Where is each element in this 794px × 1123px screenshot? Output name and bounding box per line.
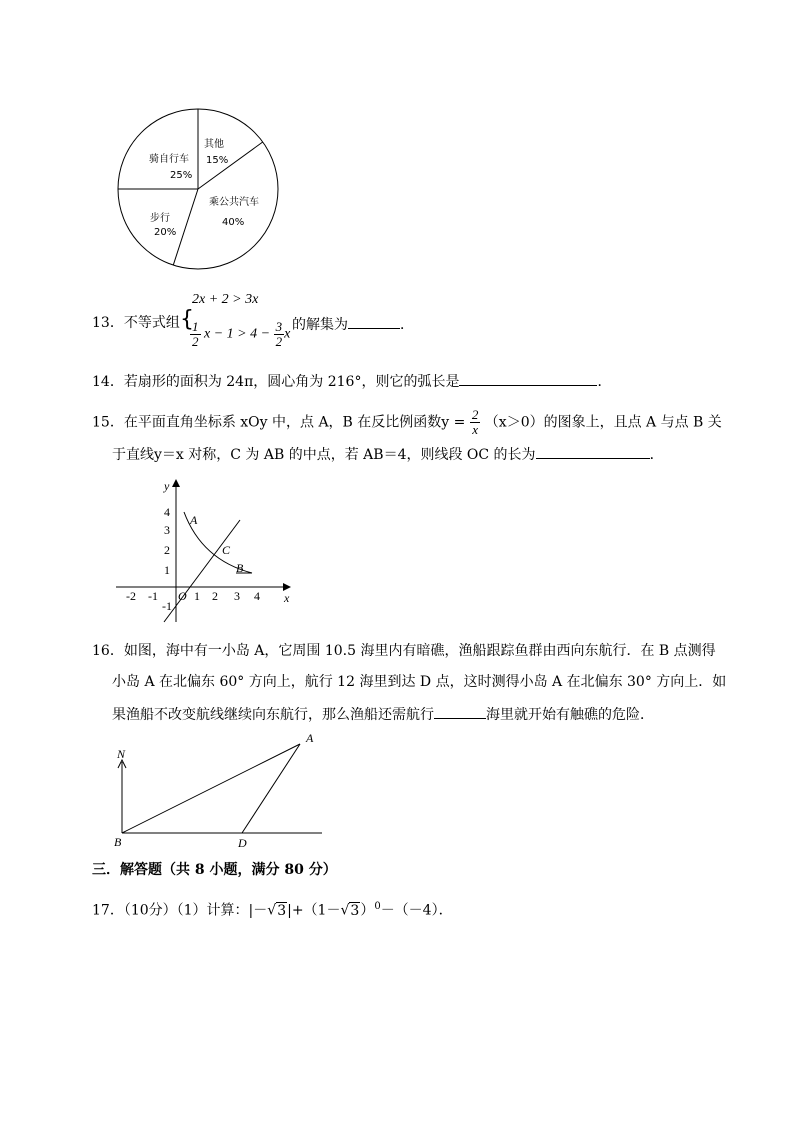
q14-blank[interactable] (459, 371, 597, 386)
q17-root2: 3 (350, 902, 360, 919)
pie-label-walk: 步行 (150, 213, 170, 224)
q15-line1-a: 15．在平面直角坐标系 xOy 中，点 A，B 在反比例函数y = (92, 414, 466, 431)
q16-line2: 小岛 A 在北偏东 60° 方向上，航行 12 海里到达 D 点，这时测得小岛 A 在北偏东 30° 方向上．如 (112, 674, 727, 690)
q17-part-c: ） (360, 902, 375, 919)
q15-blank[interactable] (536, 444, 650, 459)
x-tick-4: 4 (254, 589, 260, 603)
y-tick-4: 4 (164, 505, 170, 519)
question-15-line1 (92, 408, 722, 437)
origin-label: O (178, 589, 187, 603)
y-axis-label: y (164, 479, 170, 493)
q13-ineq1: 2x + 2 > 3x (192, 292, 259, 307)
q16-line1: 16．如图，海中有一小岛 A，它周围 10.5 海里内有暗礁，渔船跟踪鱼群由西向东航行．在 B 点测得 (92, 643, 716, 659)
q15-end: ． (649, 447, 664, 463)
q14-end: ． (597, 374, 612, 390)
q13-ineq2-b: x (284, 326, 291, 342)
coordinate-graph (112, 474, 302, 624)
pie-pct-bike: 25% (170, 170, 193, 181)
x-tick-neg1: -1 (148, 589, 158, 603)
question-16-line1 (92, 642, 716, 660)
line-da (242, 744, 300, 833)
q13-ineq2 (190, 320, 290, 349)
q17-part-a: 17．（10分）（1）计算：|－ (92, 902, 268, 919)
y-tick-neg1: -1 (162, 599, 172, 613)
q13-frac1-den: 2 (192, 334, 199, 349)
point-c-label: C (222, 543, 231, 557)
y-tick-1: 1 (164, 563, 170, 577)
q17-part-d: －（－4）． (380, 902, 453, 919)
question-15-line2 (112, 444, 664, 464)
x-axis-label: x (284, 591, 290, 605)
q16-line3-b: 海里就开始有触礁的危险． (486, 707, 654, 723)
x-tick-2: 2 (212, 589, 218, 603)
label-a: A (306, 731, 314, 745)
q13-suffix: 的解集为 (292, 317, 348, 333)
pie-pct-walk: 20% (154, 227, 177, 238)
x-tick-3: 3 (234, 589, 240, 603)
pie-label-bus: 乘公共汽车 (209, 197, 259, 208)
pie-pct-bus: 40% (222, 217, 245, 228)
q16-blank[interactable] (434, 704, 486, 719)
q13-blank[interactable] (348, 314, 400, 329)
q13-ineq2-a: x − 1 > 4 − (204, 326, 271, 342)
pie-label-bike: 骑自行车 (149, 154, 189, 165)
question-13 (92, 314, 180, 332)
question-16-line2 (112, 673, 726, 691)
q15-frac-den: x (472, 422, 478, 437)
line-ba (122, 744, 300, 833)
q15-line2: 于直线y＝x 对称，C 为 AB 的中点，若 AB＝4，则线段 OC 的长为 (112, 447, 536, 463)
y-tick-2: 2 (164, 543, 170, 557)
point-b-label: B (236, 561, 244, 575)
question-17: 17．（10分）（1）计算：$|-√3|+(1-√3)^0-(-4)$． (92, 901, 453, 919)
q13-answer (292, 314, 414, 334)
q13-prefix: 13．不等式组 (92, 315, 180, 331)
point-a-label: A (190, 513, 198, 527)
q17-exponent: 0 (374, 901, 381, 912)
x-tick-1: 1 (194, 589, 200, 603)
q13-frac2-den: 2 (275, 334, 283, 349)
section-3-header: 三．解答题（共 8 小题，满分 80 分） (92, 862, 337, 878)
q16-line3-a: 果渔船不改变航线继续向东航行，那么渔船还需航行 (112, 707, 434, 723)
transport-pie-chart (112, 107, 282, 273)
q14-text: 14．若扇形的面积为 24π，圆心角为 216°，则它的弧长是 (92, 374, 460, 390)
y-tick-3: 3 (164, 523, 170, 537)
pie-label-other: 其他 (204, 139, 224, 150)
pie-pct-other: 15% (206, 155, 229, 166)
label-b: B (114, 835, 122, 849)
q15-line1-b: （x＞0）的图象上，且点 A 与点 B 关 (484, 414, 722, 431)
label-d: D (238, 836, 247, 850)
q17-part-b: |+（1－ (287, 902, 341, 919)
q13-frac2-num: 3 (275, 319, 283, 334)
q13-frac1-num: 1 (192, 319, 199, 334)
nautical-diagram (110, 730, 330, 852)
x-tick-neg2: -2 (126, 589, 136, 603)
question-14 (92, 371, 611, 391)
q13-brace: { (180, 307, 194, 332)
q15-frac-num: 2 (471, 407, 479, 422)
pie-slices (118, 109, 278, 269)
line-y-equals-x (164, 520, 240, 622)
question-16-line3 (112, 704, 654, 724)
q17-root1: 3 (277, 902, 287, 919)
q13-end: ． (400, 317, 414, 333)
label-n: N (117, 747, 126, 761)
